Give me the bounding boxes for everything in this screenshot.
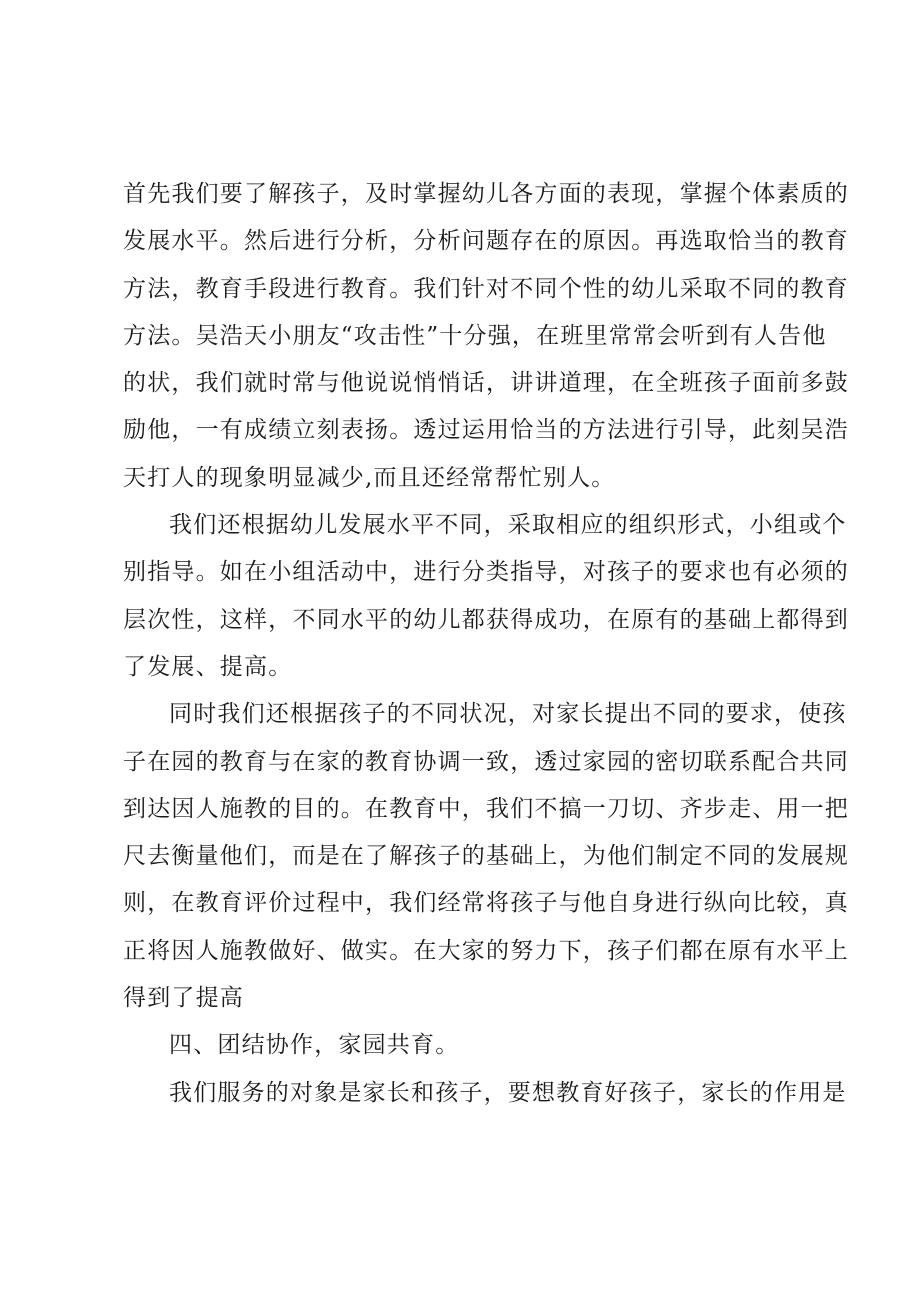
text-line: 尺去衡量他们，而是在了解孩子的基础上，为他们制定不同的发展规	[123, 843, 849, 870]
paragraph-start-line: 我们还根据幼儿发展水平不同，采取相应的组织形式，小组或个	[169, 512, 847, 539]
text-line: 首先我们要了解孩子，及时掌握幼儿各方面的表现，掌握个体素质的	[123, 181, 849, 207]
text-line: 方法，教育手段进行教育。我们针对不同个性的幼儿采取不同的教育	[123, 275, 849, 302]
document-body	[123, 171, 849, 1117]
text-line: 则，在教育评价过程中，我们经常将孩子与他自身进行纵向比较，真	[123, 890, 849, 917]
paragraph-start-line: 我们服务的对象是家长和孩子，要想教育好孩子，家长的作用是	[169, 1079, 847, 1106]
text-line: 到达因人施教的目的。在教育中，我们不搞一刀切、齐步走、用一把	[123, 795, 849, 822]
text-line: 层次性，这样，不同水平的幼儿都获得成功，在原有的基础上都得到	[123, 606, 849, 633]
text-line: 方法。吴浩天小朋友“攻击性”十分强，在班里常常会听到有人告他	[123, 322, 827, 349]
text-line: 正将因人施教做好、做实。在大家的努力下，孩子们都在原有水平上	[123, 937, 849, 964]
text-line: 的状，我们就时常与他说说悄悄话，讲讲道理，在全班孩子面前多鼓	[123, 370, 849, 397]
text-line: 发展水平。然后进行分析，分析问题存在的原因。再选取恰当的教育	[123, 228, 849, 255]
text-line: 励他，一有成绩立刻表扬。透过运用恰当的方法进行引导，此刻吴浩	[123, 417, 849, 444]
text-line: 天打人的现象明显减少,而且还经常帮忙别人。	[123, 464, 616, 491]
section-heading: 四、团结协作，家园共育。	[169, 1032, 460, 1059]
text-line: 得到了提高	[123, 985, 244, 1012]
text-line: 子在园的教育与在家的教育协调一致，透过家园的密切联系配合共同	[123, 748, 849, 775]
text-line: 别指导。如在小组活动中，进行分类指导，对孩子的要求也有必须的	[123, 559, 849, 586]
text-line: 了发展、提高。	[123, 653, 293, 680]
paragraph-start-line: 同时我们还根据孩子的不同状况，对家长提出不同的要求，使孩	[169, 701, 847, 728]
